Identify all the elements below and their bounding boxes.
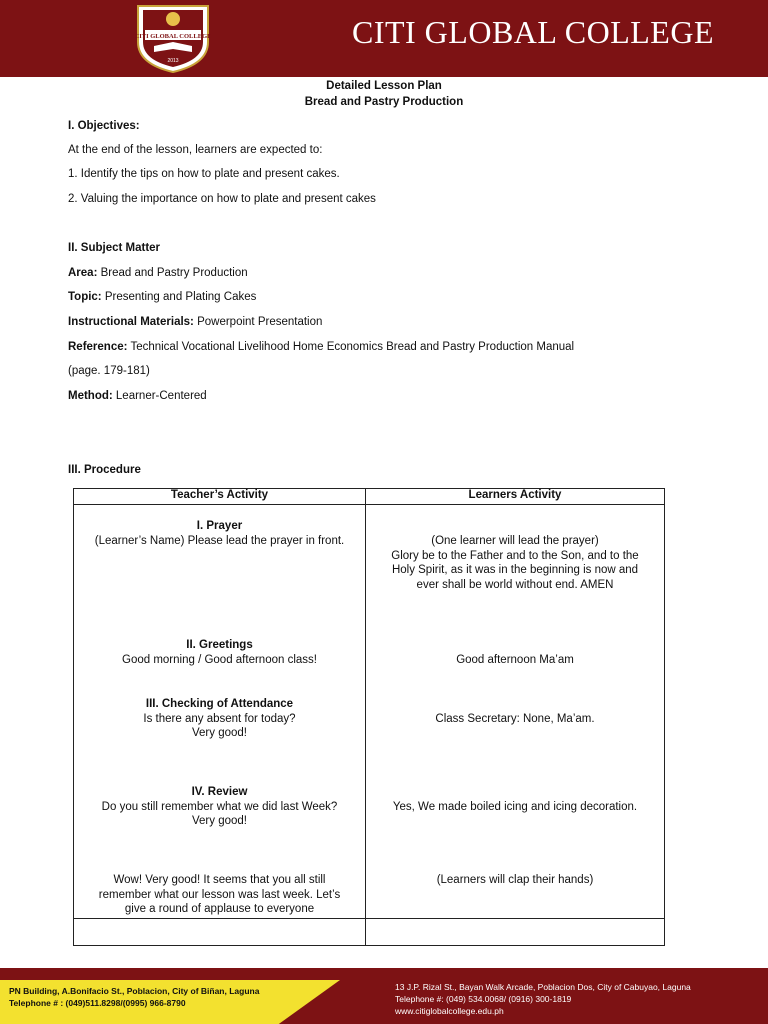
prayer-reply: (One learner will lead the prayer) Glory be to the Father and to the Son, and to the Holy Spirit, as it was in the beginning is now and ever shall be world without end. AMEN xyxy=(391,535,639,591)
objective-item: 1. Identify the tips on how to plate and present cakes. xyxy=(68,168,340,180)
website-link[interactable]: www.citiglobalcollege.edu.ph xyxy=(395,1006,504,1016)
procedure-heading: III. Procedure xyxy=(68,464,141,476)
empty-cell xyxy=(366,919,665,946)
closing-reply: (Learners will clap their hands) xyxy=(436,874,594,886)
greetings-block: II. Greetings Good morning / Good afternoon class! xyxy=(122,639,317,666)
greeting-reply: Good afternoon Ma’am xyxy=(456,654,574,666)
review-block: IV. Review Do you still remember what we did last Week? Very good! xyxy=(101,786,338,827)
materials-line: Instructional Materials: Powerpoint Presentation xyxy=(68,316,323,328)
svg-text:2013: 2013 xyxy=(167,58,179,64)
teacher-activity-cell xyxy=(74,505,366,919)
procedure-table xyxy=(73,488,665,946)
learners-activity-header: Learners Activity xyxy=(366,489,665,505)
objectives-heading: I. Objectives: xyxy=(68,120,140,132)
college-logo xyxy=(130,2,216,74)
subject-matter-heading: II. Subject Matter xyxy=(68,242,161,254)
document-title: Detailed Lesson Plan xyxy=(326,80,442,92)
learners-activity-cell xyxy=(366,505,665,919)
reference-line: Reference: Technical Vocational Livelihood Home Economics Bread and Pastry Production Manual xyxy=(68,341,575,353)
prayer-block: I. Prayer (Learner’s Name) Please lead the prayer in front. xyxy=(94,520,345,547)
document-subtitle: Bread and Pastry Production xyxy=(304,96,464,108)
area-line: Area: Bread and Pastry Production xyxy=(68,267,248,279)
table-row xyxy=(74,505,665,919)
college-name: CITI GLOBAL COLLEGE xyxy=(351,14,714,50)
teacher-activity-header: Teacher’s Activity xyxy=(74,489,366,505)
footer-binan-address: PN Building, A.Bonifacio St., Poblacion, City of Biñan, Laguna Telephone # : (049)511.8298/(0995) 966-8790 xyxy=(9,986,260,1008)
table-header-row xyxy=(74,489,665,505)
method-line: Method: Learner-Centered xyxy=(68,390,207,402)
empty-cell xyxy=(74,919,366,946)
reference-pages: (page. 179-181) xyxy=(68,365,150,377)
topic-line: Topic: Presenting and Plating Cakes xyxy=(68,291,257,303)
document-titles xyxy=(0,78,768,110)
closing-block: Wow! Very good! It seems that you all still remember what our lesson was last week. Let’s give a round of applause to everyone xyxy=(98,874,341,915)
review-reply: Yes, We made boiled icing and icing decoration. xyxy=(392,801,638,813)
svg-text:CITI GLOBAL COLLEGE: CITI GLOBAL COLLEGE xyxy=(134,33,212,40)
objectives-intro: At the end of the lesson, learners are expected to: xyxy=(68,144,323,156)
attendance-block: III. Checking of Attendance Is there any absent for today? Very good! xyxy=(143,698,296,739)
objective-item: 2. Valuing the importance on how to plate and present cakes xyxy=(68,193,376,205)
header-banner xyxy=(0,0,768,77)
footer-cabuyao-address: 13 J.P. Rizal St., Bayan Walk Arcade, Poblacion Dos, City of Cabuyao, Laguna Telephone #: (049) 534.0068/ (0916) 300-1819 www.citiglobalcollege.edu.ph xyxy=(395,982,691,1016)
attendance-reply: Class Secretary: None, Ma’am. xyxy=(435,713,595,725)
table-row xyxy=(74,919,665,946)
